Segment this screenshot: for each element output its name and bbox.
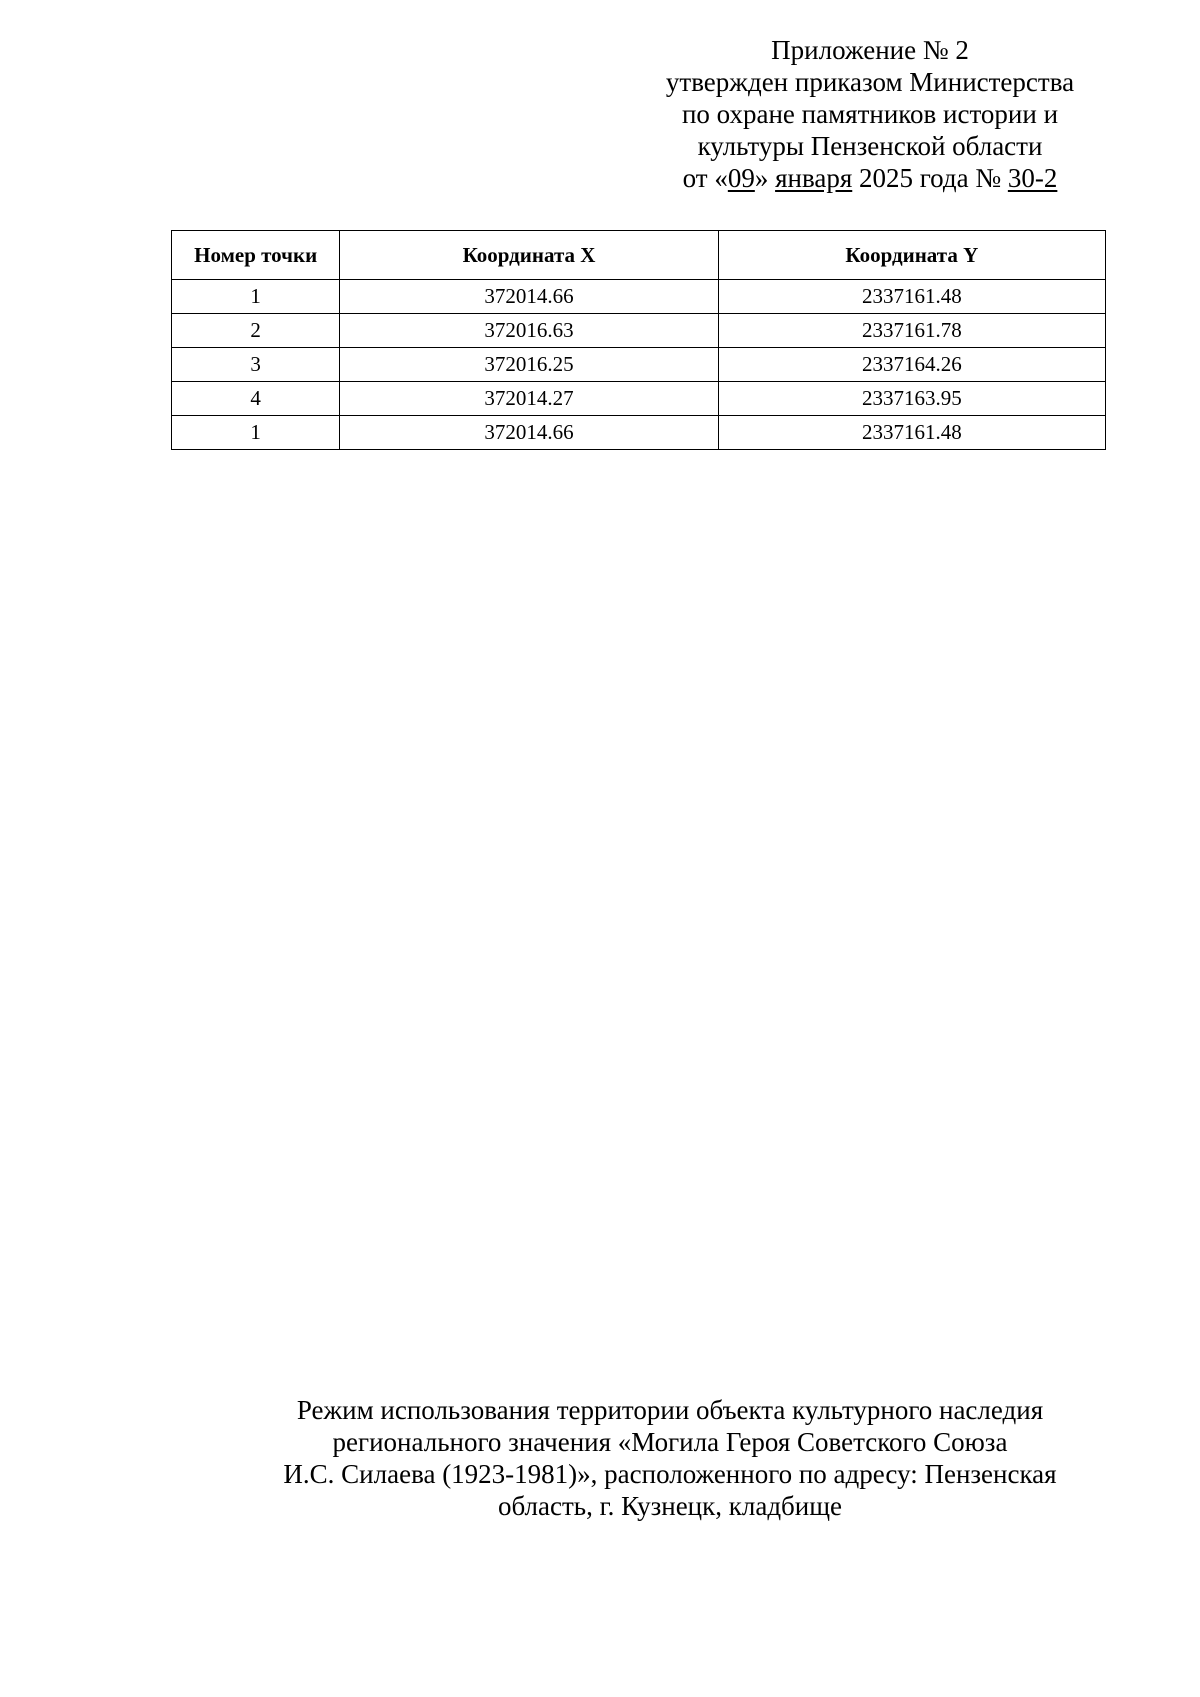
point-number-cell: 1 xyxy=(172,280,340,314)
coordinate-x-cell: 372014.66 xyxy=(340,280,718,314)
coordinate-y-cell: 2337161.48 xyxy=(718,280,1105,314)
table-row xyxy=(172,314,1106,348)
regime-description xyxy=(240,1394,1100,1522)
coordinate-x-cell: 372016.63 xyxy=(340,314,718,348)
coordinate-x-cell: 372016.25 xyxy=(340,348,718,382)
order-number: 30-2 xyxy=(1007,163,1058,193)
table-header-row xyxy=(172,231,1106,280)
coordinate-y-cell: 2337161.48 xyxy=(718,416,1105,450)
table-row xyxy=(172,416,1106,450)
appendix-number: Приложение № 2 xyxy=(771,35,969,65)
order-year-text: 2025 года № xyxy=(852,163,1008,193)
header-point-number: Номер точки xyxy=(172,231,340,280)
header-coordinate-y: Координата Y xyxy=(718,231,1105,280)
order-day: 09 xyxy=(727,163,755,193)
coordinate-y-cell: 2337163.95 xyxy=(718,382,1105,416)
coordinate-y-cell: 2337164.26 xyxy=(718,348,1105,382)
point-number-cell: 1 xyxy=(172,416,340,450)
region-line: культуры Пензенской области xyxy=(697,131,1043,161)
table-row xyxy=(172,382,1106,416)
approval-line: утвержден приказом Министерства xyxy=(665,67,1075,97)
coordinate-x-cell: 372014.27 xyxy=(340,382,718,416)
order-month: января xyxy=(775,163,853,193)
ministry-line: по охране памятников истории и xyxy=(681,99,1059,129)
coordinates-table xyxy=(171,230,1106,450)
point-number-cell: 2 xyxy=(172,314,340,348)
regime-line-4: область, г. Кузнецк, кладбище xyxy=(497,1491,843,1521)
point-number-cell: 4 xyxy=(172,382,340,416)
order-date-line xyxy=(640,162,1100,194)
header-coordinate-x: Координата X xyxy=(340,231,718,280)
point-number-cell: 3 xyxy=(172,348,340,382)
coordinate-y-cell: 2337161.78 xyxy=(718,314,1105,348)
regime-line-2: регионального значения «Могила Героя Советского Союза xyxy=(332,1427,1008,1457)
coordinate-x-cell: 372014.66 xyxy=(340,416,718,450)
date-prefix: от « xyxy=(682,163,728,193)
appendix-header xyxy=(640,34,1100,194)
regime-line-3: И.С. Силаева (1923-1981)», расположенного по адресу: Пензенская xyxy=(283,1459,1057,1489)
date-quote-close: » xyxy=(754,163,776,193)
regime-line-1: Режим использования территории объекта культурного наследия xyxy=(296,1395,1044,1425)
table-row xyxy=(172,348,1106,382)
table-row xyxy=(172,280,1106,314)
